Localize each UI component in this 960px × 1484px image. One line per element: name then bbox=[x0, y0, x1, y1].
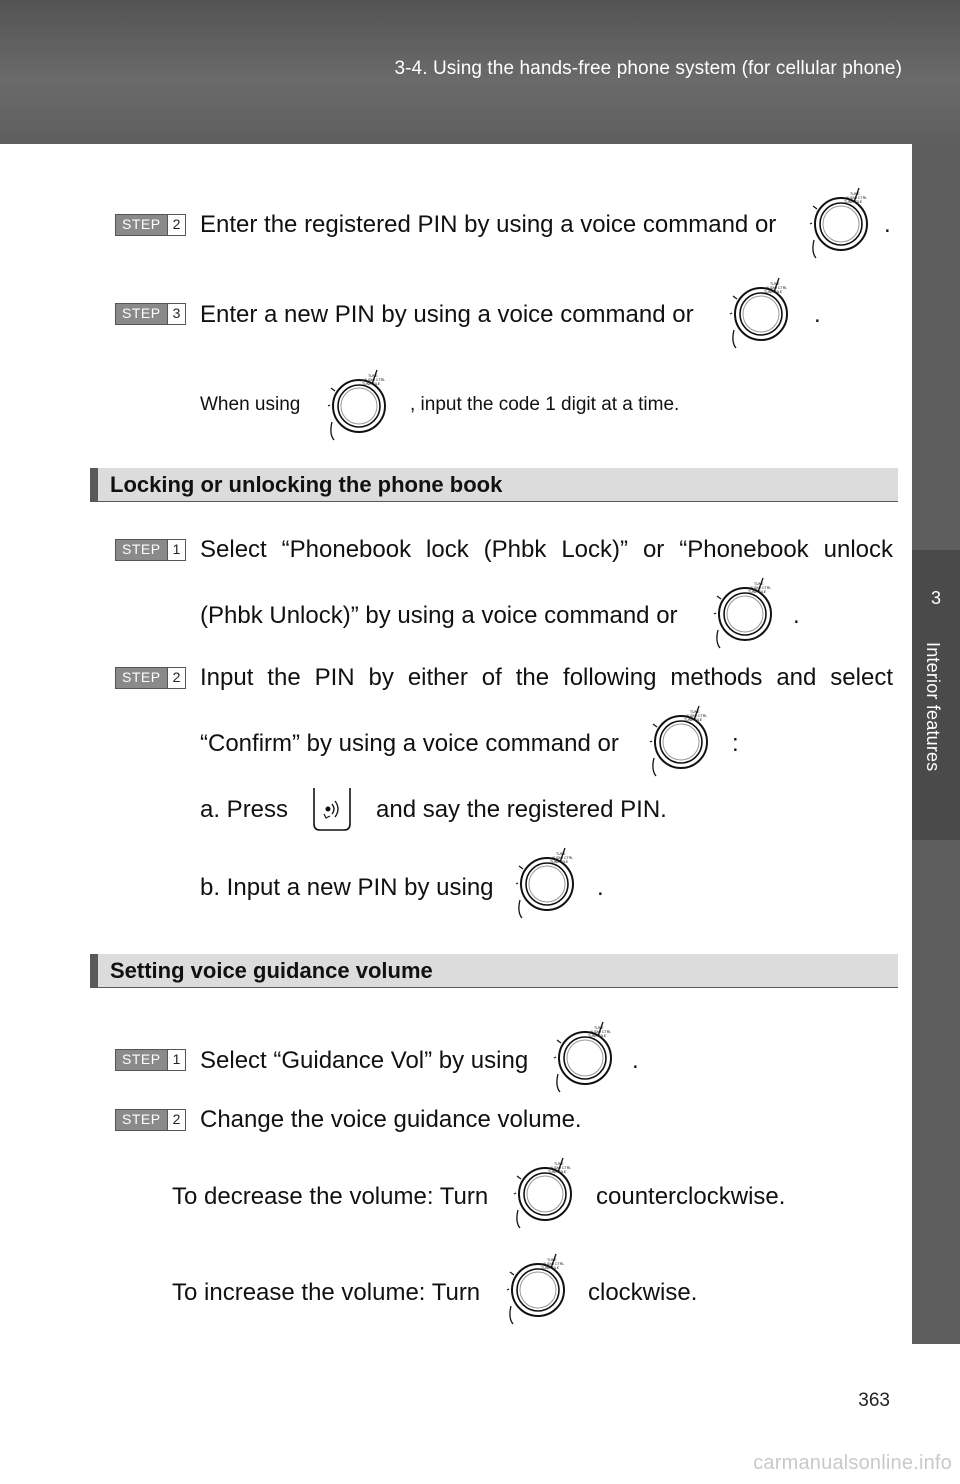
step-badge bbox=[115, 1109, 186, 1131]
tune-file-dial-icon bbox=[512, 1156, 576, 1230]
step-end: . bbox=[884, 211, 891, 238]
tune-file-dial-icon bbox=[728, 276, 792, 350]
step-end: . bbox=[632, 1047, 639, 1074]
step-number: 2 bbox=[167, 668, 186, 688]
step-end: : bbox=[732, 730, 739, 757]
step-word: STEP bbox=[116, 540, 167, 560]
header-band bbox=[0, 0, 960, 144]
step-word: STEP bbox=[116, 304, 167, 324]
step-end: . bbox=[597, 874, 604, 901]
section-title: Locking or unlocking the phone book bbox=[110, 472, 503, 497]
decrease-text: To decrease the volume: Turn bbox=[172, 1183, 489, 1210]
tune-file-dial-icon bbox=[712, 576, 776, 650]
step-word: STEP bbox=[116, 668, 167, 688]
step-end: . bbox=[793, 602, 800, 629]
talk-switch-icon bbox=[310, 784, 354, 834]
step-number: 2 bbox=[167, 215, 186, 235]
step-text: Input the PIN by either of the following methods and select bbox=[200, 664, 893, 691]
chapter-label: Interior features bbox=[923, 642, 943, 772]
step-number: 2 bbox=[167, 1110, 186, 1130]
step-text: “Confirm” by using a voice command or bbox=[200, 730, 619, 757]
decrease-text: counterclockwise. bbox=[596, 1183, 786, 1210]
step-number: 3 bbox=[167, 304, 186, 324]
step-badge bbox=[115, 303, 186, 325]
tune-file-dial-icon bbox=[326, 368, 390, 442]
section-header bbox=[90, 954, 898, 988]
note-text: , input the code 1 digit at a time. bbox=[410, 394, 680, 415]
option-a-text: and say the registered PIN. bbox=[376, 796, 667, 823]
increase-text: To increase the volume: Turn bbox=[172, 1279, 481, 1306]
step-badge bbox=[115, 667, 186, 689]
section-header bbox=[90, 468, 898, 502]
tune-file-dial-icon bbox=[552, 1020, 616, 1094]
step-text: Enter a new PIN by using a voice command or bbox=[200, 301, 694, 328]
step-badge bbox=[115, 214, 186, 236]
tune-file-dial-icon bbox=[514, 846, 578, 920]
tune-file-dial-icon bbox=[808, 186, 872, 260]
increase-text: clockwise. bbox=[588, 1279, 698, 1306]
page-number: 363 bbox=[858, 1390, 890, 1411]
tune-file-dial-icon bbox=[648, 704, 712, 778]
watermark: carmanualsonline.info bbox=[753, 1452, 952, 1474]
step-text: Change the voice guidance volume. bbox=[200, 1106, 582, 1133]
step-number: 1 bbox=[167, 1050, 186, 1070]
step-text: (Phbk Unlock)” by using a voice command or bbox=[200, 602, 678, 629]
step-text: Select “Guidance Vol” by using bbox=[200, 1047, 529, 1074]
section-title: Setting voice guidance volume bbox=[110, 958, 433, 983]
step-badge bbox=[115, 1049, 186, 1071]
tune-file-dial-icon bbox=[505, 1252, 569, 1326]
step-word: STEP bbox=[116, 1110, 167, 1130]
header-title: 3-4. Using the hands-free phone system (for cellular phone) bbox=[394, 58, 902, 79]
step-text: Enter the registered PIN by using a voice command or bbox=[200, 211, 777, 238]
step-end: . bbox=[814, 301, 821, 328]
step-word: STEP bbox=[116, 1050, 167, 1070]
step-text: Select “Phonebook lock (Phbk Lock)” or “Phonebook unlock bbox=[200, 536, 893, 563]
step-word: STEP bbox=[116, 215, 167, 235]
step-number: 1 bbox=[167, 540, 186, 560]
chapter-number: 3 bbox=[930, 588, 941, 608]
option-a-text: a. Press bbox=[200, 796, 289, 823]
step-badge bbox=[115, 539, 186, 561]
note-text: When using bbox=[200, 394, 301, 415]
option-b-text: b. Input a new PIN by using bbox=[200, 874, 494, 901]
